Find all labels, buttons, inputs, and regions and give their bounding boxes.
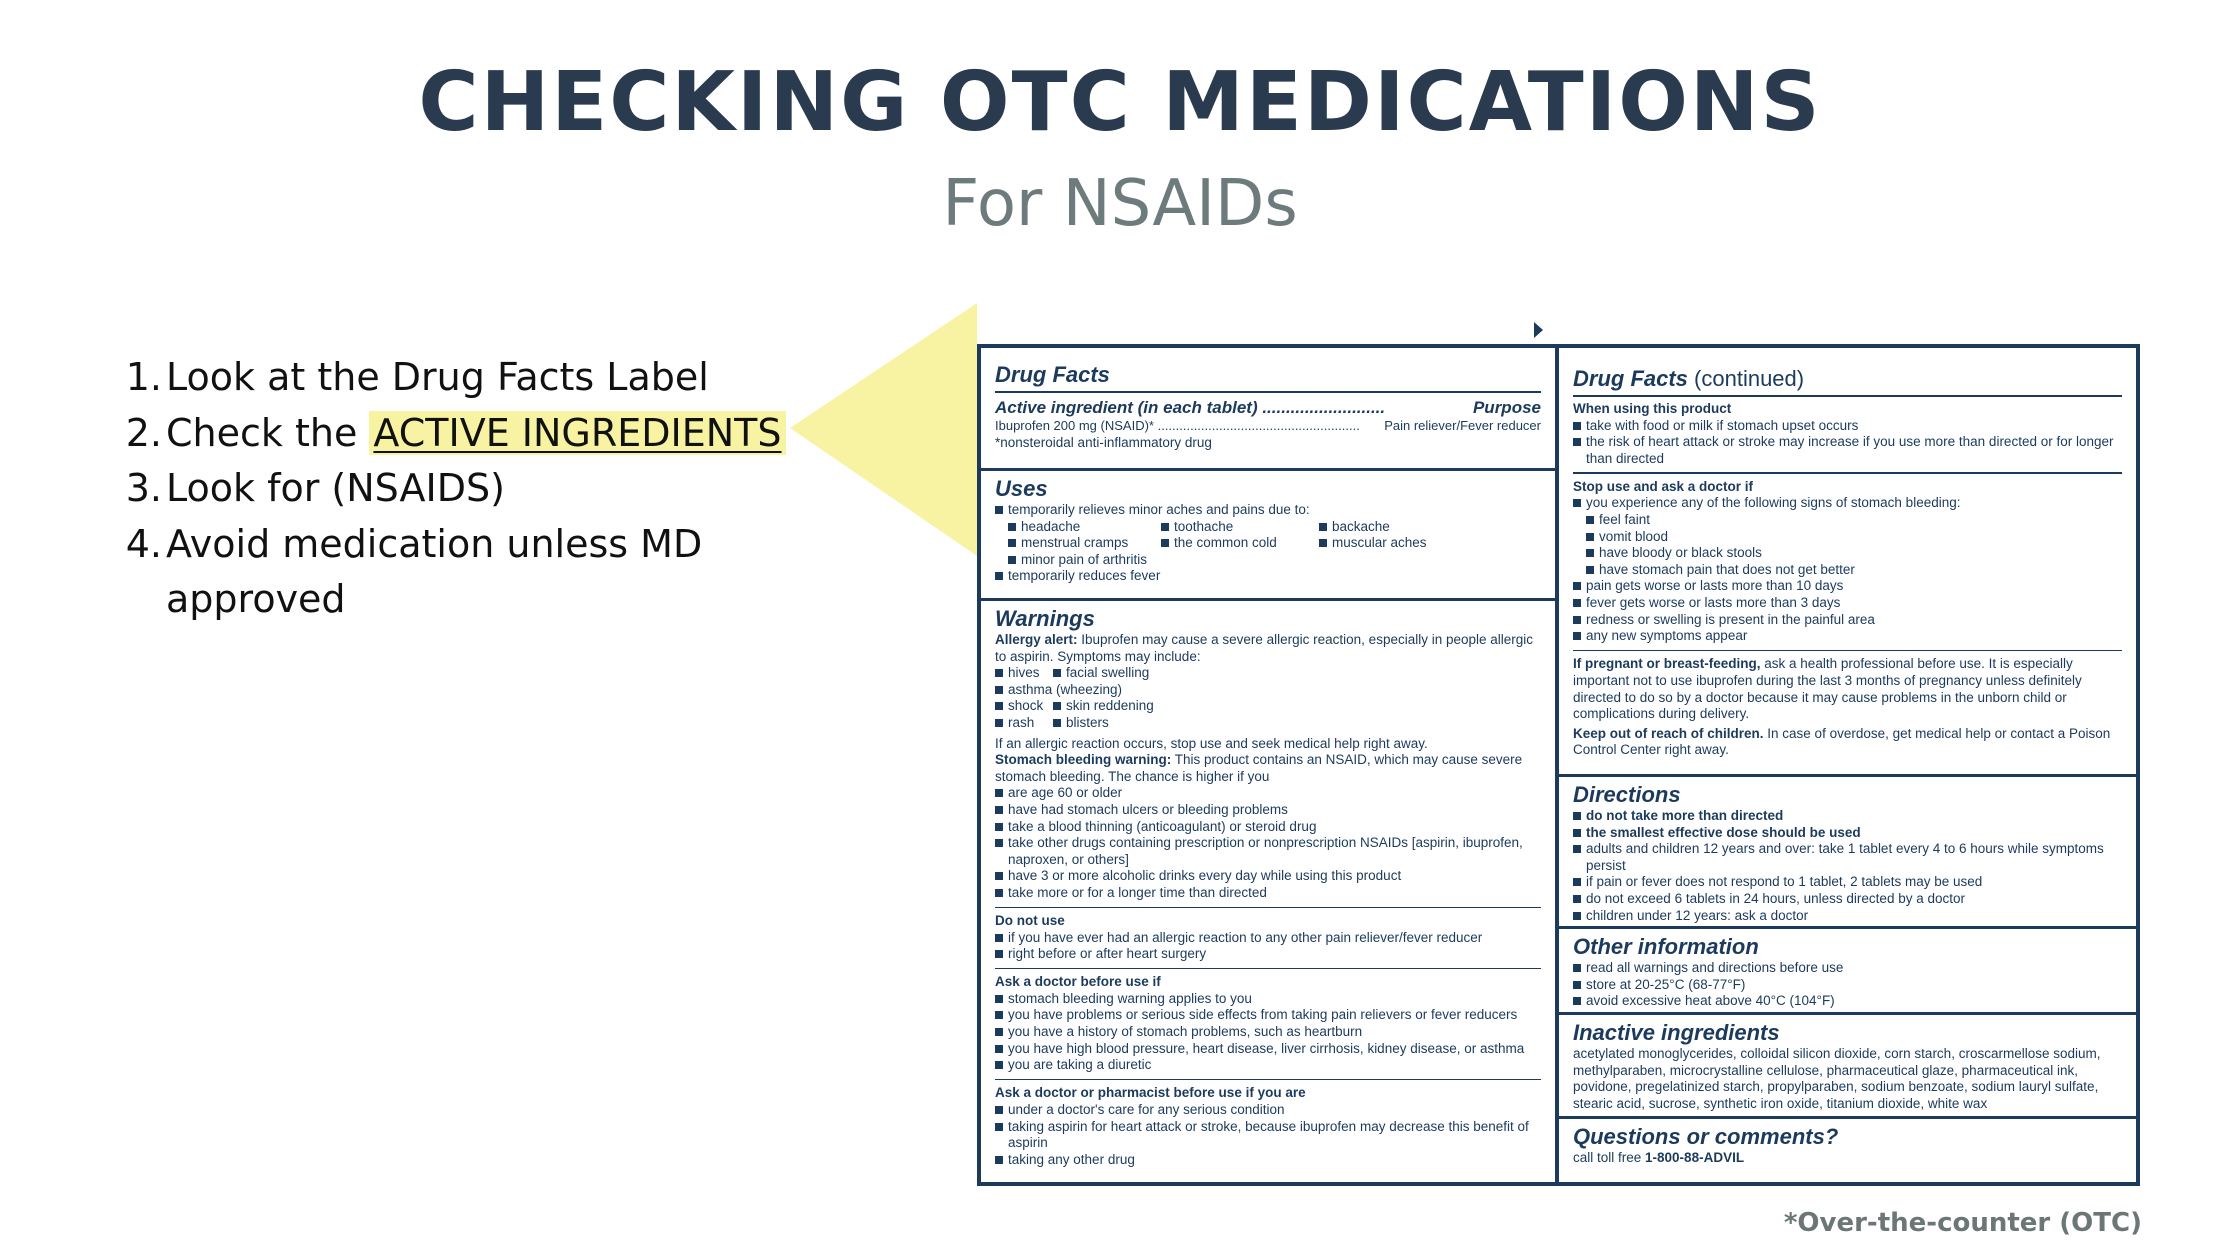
step-number: 3.: [125, 466, 162, 510]
ask-doctor-item: you have high blood pressure, heart disease, liver cirrhosis, kidney disease, or asthma: [995, 1041, 1541, 1058]
stomach-warning-text: This product contains an NSAID, which may cause severe stomach bleeding. The chance is higher if you: [995, 752, 1523, 784]
ask-doctor-item: you have problems or serious side effects from taking pain relievers or fever reducers: [995, 1007, 1541, 1024]
stomach-item: take a blood thinning (anticoagulant) or steroid drug: [995, 819, 1541, 836]
other-info-section: [1559, 934, 2136, 1010]
use-item: muscular aches: [1319, 535, 1427, 552]
direction-item: adults and children 12 years and over: take 1 tablet every 4 to 6 hours while symptoms persist: [1573, 841, 2122, 874]
direction-item: the smallest effective dose should be used: [1573, 825, 2122, 842]
divider: [981, 468, 1555, 471]
step-text: Look at the Drug Facts Label: [166, 355, 709, 399]
when-using-section: [1559, 366, 2136, 759]
warnings-heading: Warnings: [995, 606, 1095, 631]
use-item: menstrual cramps: [1008, 535, 1161, 552]
step-text: Avoid medication unless MD approved: [166, 521, 703, 621]
use-item: headache: [1008, 519, 1161, 536]
direction-item: if pain or fever does not respond to 1 tablet, 2 tablets may be used: [1573, 874, 2122, 891]
questions-prefix: call toll free: [1573, 1150, 1646, 1165]
divider: [995, 907, 1541, 909]
stop-use-item: pain gets worse or lasts more than 10 days: [1573, 578, 2122, 595]
allergy-stop-text: If an allergic reaction occurs, stop use and seek medical help right away.: [995, 735, 1428, 751]
step-number: 2.: [125, 410, 162, 455]
questions-section: [1559, 1124, 2136, 1167]
ask-pharmacist-item: under a doctor's care for any serious condition: [995, 1102, 1541, 1119]
page-title: CHECKING OTC MEDICATIONS: [418, 55, 1822, 150]
drug-facts-heading: Drug Facts: [995, 362, 1110, 387]
step-text: Look for (NSAIDS): [166, 466, 505, 510]
stop-use-sub-item: have stomach pain that does not get better: [1573, 562, 2122, 579]
page-subtitle: For NSAIDs: [942, 167, 1298, 241]
stop-use-sub-item: feel faint: [1573, 512, 2122, 529]
ingredient-purpose: Pain reliever/Fever reducer: [1384, 418, 1541, 433]
stop-use-heading: Stop use and ask a doctor if: [1573, 478, 1754, 494]
stomach-warning-label: Stomach bleeding warning:: [995, 752, 1172, 768]
symptom-item: shock: [995, 698, 1053, 715]
stomach-item: are age 60 or older: [995, 785, 1541, 802]
direction-item: do not exceed 6 tablets in 24 hours, unless directed by a doctor: [1573, 891, 2122, 908]
inactive-ingredients-heading: Inactive ingredients: [1573, 1020, 1780, 1045]
ask-doctor-item: you are taking a diuretic: [995, 1057, 1541, 1074]
uses-section: [981, 476, 1555, 585]
stop-use-item: any new symptoms appear: [1573, 628, 2122, 645]
active-ingredient-heading: Active ingredient (in each tablet) ..........................: [995, 398, 1386, 417]
symptom-item: rash: [995, 715, 1053, 732]
allergy-alert-text: Ibuprofen may cause a severe allergic reaction, especially in people allergic to aspirin. Symptoms may include:: [995, 632, 1534, 664]
direction-item: children under 12 years: ask a doctor: [1573, 908, 2122, 925]
do-not-use-heading: Do not use: [995, 913, 1065, 928]
do-not-use-item: right before or after heart surgery: [995, 946, 1541, 963]
divider: [995, 391, 1541, 393]
stop-use-sub-item: have bloody or black stools: [1573, 545, 2122, 562]
ask-pharmacist-item: taking any other drug: [995, 1152, 1541, 1169]
ask-pharmacist-heading: Ask a doctor or pharmacist before use if you are: [995, 1085, 1306, 1101]
use-item: the common cold: [1161, 535, 1319, 552]
active-ingredient-section: [981, 362, 1555, 451]
stop-use-intro: you experience any of the following signs of stomach bleeding:: [1573, 495, 2122, 512]
divider: [1573, 650, 2122, 652]
symptom-item: hives: [995, 665, 1053, 682]
stop-use-sub-item: vomit blood: [1573, 529, 2122, 546]
inactive-ingredients-text: acetylated monoglycerides, colloidal silicon dioxide, corn starch, croscarmellose sodium, methylparaben, microcrystalline cellulose, pharmaceutical glaze, pharmaceutical ink, povidone, pregelatinized starch, propylparaben, sodium benzoate, sodium lauryl sulfate, stearic acid, sucrose, synthetic iron oxide, titanium dioxide, white wax: [1573, 1046, 2101, 1111]
divider: [1559, 1012, 2136, 1015]
direction-item: do not take more than directed: [1573, 808, 2122, 825]
do-not-use-item: if you have ever had an allergic reaction to any other pain reliever/fever reducer: [995, 930, 1541, 947]
purpose-heading: Purpose: [1472, 398, 1541, 417]
inactive-ingredients-section: [1559, 1020, 2136, 1112]
ask-doctor-item: stomach bleeding warning applies to you: [995, 991, 1541, 1008]
uses-intro: temporarily relieves minor aches and pains due to:: [995, 502, 1541, 519]
step-text: Check the: [166, 410, 370, 455]
symptom-item: asthma (wheezing): [995, 682, 1541, 699]
stomach-item: take other drugs containing prescription or nonprescription NSAIDs [aspirin, ibuprofen, naproxen, or others]: [995, 835, 1541, 868]
drug-facts-label: [977, 344, 2140, 1186]
otc-footnote: *Over-the-counter (OTC): [1783, 1208, 2142, 1238]
pregnancy-text: ask a health professional before use. It is especially important not to use ibuprofen during the last 3 months of pregnancy unless definitely directed to do so by a doctor because it may cause problems in the unborn child or complications during delivery.: [1573, 656, 2082, 722]
ask-pharmacist-item: taking aspirin for heart attack or stroke, because ibuprofen may decrease this benefit of aspirin: [995, 1119, 1541, 1152]
use-item: minor pain of arthritis: [995, 552, 1541, 569]
stop-use-item: fever gets worse or lasts more than 3 days: [1573, 595, 2122, 612]
drug-facts-continued-heading: Drug Facts: [1573, 366, 1688, 391]
symptom-item: blisters: [1053, 715, 1109, 732]
continue-arrow-icon: [1534, 322, 1543, 338]
when-using-item: take with food or milk if stomach upset occurs: [1573, 418, 2122, 435]
divider: [1559, 1116, 2136, 1119]
questions-heading: Questions or comments?: [1573, 1124, 1839, 1149]
divider: [981, 598, 1555, 601]
pregnancy-label: If pregnant or breast-feeding,: [1573, 656, 1761, 672]
warnings-section: [981, 606, 1555, 1168]
stomach-item: have 3 or more alcoholic drinks every day while using this product: [995, 868, 1541, 885]
divider: [995, 968, 1541, 970]
step-number: 1.: [125, 355, 162, 399]
other-info-item: avoid excessive heat above 40°C (104°F): [1573, 993, 2122, 1010]
divider: [995, 1079, 1541, 1081]
other-info-item: store at 20-25°C (68-77°F): [1573, 977, 2122, 994]
other-info-item: read all warnings and directions before use: [1573, 960, 2122, 977]
divider: [1573, 395, 2122, 397]
step-number: 4.: [125, 521, 162, 566]
symptom-item: facial swelling: [1053, 665, 1149, 682]
continued-suffix: (continued): [1687, 366, 1805, 391]
stop-use-item: redness or swelling is present in the painful area: [1573, 612, 2122, 629]
divider: [1559, 926, 2136, 929]
when-using-item: the risk of heart attack or stroke may increase if you use more than directed or for longer than directed: [1573, 434, 2122, 467]
when-using-heading: When using this product: [1573, 401, 1732, 416]
use-item: temporarily reduces fever: [995, 568, 1541, 585]
questions-phone: 1-800-88-ADVIL: [1645, 1150, 1745, 1165]
directions-heading: Directions: [1573, 782, 1681, 807]
stomach-item: have had stomach ulcers or bleeding problems: [995, 802, 1541, 819]
use-item: toothache: [1161, 519, 1319, 536]
highlighted-active-ingredients: ACTIVE INGREDIENTS: [369, 411, 785, 455]
divider: [1573, 472, 2122, 474]
callout-triangle: [790, 303, 977, 556]
allergy-alert-label: Allergy alert:: [995, 632, 1078, 647]
ingredient-name: Ibuprofen 200 mg (NSAID)* ........................................................: [995, 418, 1360, 433]
uses-heading: Uses: [995, 476, 1048, 501]
other-info-heading: Other information: [1573, 934, 1759, 959]
stomach-item: take more or for a longer time than directed: [995, 885, 1541, 902]
directions-section: [1559, 782, 2136, 924]
symptom-item: skin reddening: [1053, 698, 1154, 715]
ask-doctor-heading: Ask a doctor before use if: [995, 974, 1161, 990]
divider: [1559, 774, 2136, 777]
ask-doctor-item: you have a history of stomach problems, such as heartburn: [995, 1024, 1541, 1041]
keep-out-text: In case of overdose, get medical help or contact a Poison Control Center right away.: [1573, 725, 2111, 758]
keep-out-label: Keep out of reach of children.: [1573, 725, 1764, 741]
nsaid-footnote: *nonsteroidal anti-inflammatory drug: [995, 434, 1212, 450]
use-item: backache: [1319, 519, 1390, 536]
